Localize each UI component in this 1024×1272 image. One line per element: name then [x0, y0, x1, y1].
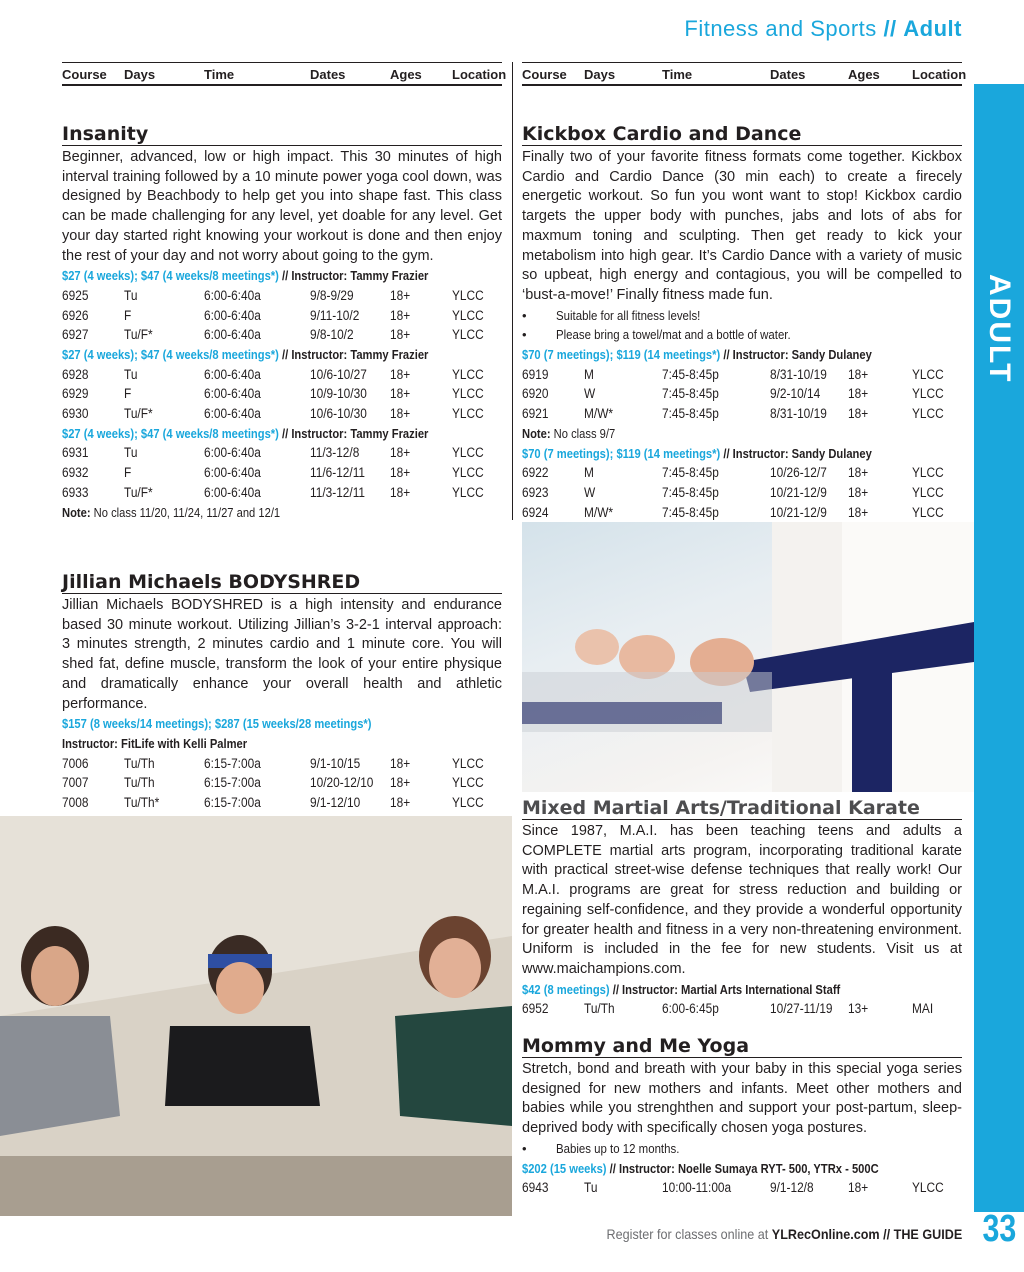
time: 7:45-8:45p	[662, 504, 719, 520]
time: 6:00-6:40a	[204, 406, 261, 422]
course-number: 6926	[62, 307, 89, 323]
dates: 10/27-11/19	[770, 1001, 833, 1017]
col-dates: Dates	[770, 67, 806, 82]
time: 6:00-6:40a	[204, 386, 261, 402]
ages: 18+	[848, 1180, 869, 1196]
ages: 18+	[390, 386, 411, 402]
days: W	[584, 484, 596, 500]
ages: 18+	[390, 366, 411, 382]
dates: 9/1-12/10	[310, 795, 361, 810]
time: 6:15-7:00a	[204, 775, 261, 791]
time: 6:00-6:40a	[204, 465, 261, 481]
days: Tu	[124, 366, 138, 382]
ages: 18+	[848, 484, 869, 500]
days: Tu	[584, 1180, 598, 1196]
location: YLCC	[452, 445, 484, 461]
dates: 10/6-10/27	[310, 366, 367, 382]
ages: 18+	[390, 465, 411, 481]
dates: 8/31-10/19	[770, 366, 827, 382]
days: Tu/F*	[124, 484, 153, 500]
course-insanity	[62, 123, 502, 522]
days: M/W*	[584, 504, 614, 520]
time: 10:00-11:00a	[662, 1180, 732, 1196]
time: 6:00-6:40a	[204, 287, 261, 303]
location: YLCC	[912, 484, 944, 500]
schedule-row	[62, 793, 502, 813]
days: Tu/Th	[124, 755, 155, 771]
dates: 9/11-10/2	[310, 307, 360, 323]
bullet-item: • Suitable for all fitness levels!	[522, 306, 962, 326]
dates: 9/1-10/15	[310, 755, 361, 771]
course-number: 6952	[522, 1001, 549, 1017]
ages: 18+	[848, 366, 869, 382]
time: 6:15-7:00a	[204, 795, 261, 810]
time: 6:00-6:40a	[204, 366, 261, 382]
header-separator: //	[883, 16, 897, 41]
footer-text: Register for classes online at YLRecOnline.com // THE GUIDE	[606, 1226, 962, 1242]
time: 6:00-6:40a	[204, 484, 261, 500]
course-title: Mixed Martial Arts/Traditional Karate	[522, 797, 962, 820]
header-section: Fitness and Sports	[684, 16, 877, 41]
schedule-row	[62, 384, 502, 404]
dates: 9/1-12/8	[770, 1180, 814, 1196]
course-title: Kickbox Cardio and Dance	[522, 123, 962, 146]
ages: 18+	[390, 327, 411, 343]
course-price-line: $202 (15 weeks) // Instructor: Noelle Sumaya RYT- 500, YTRx - 500C	[522, 1160, 879, 1176]
ages: 18+	[390, 484, 411, 500]
days: Tu/Th*	[124, 795, 160, 810]
days: M/W*	[584, 406, 614, 422]
side-tab-label: ADULT	[983, 274, 1016, 384]
location: YLCC	[452, 775, 484, 791]
course-note: Note: No class 9/7	[522, 425, 616, 441]
course-price: $157 (8 weeks/14 meetings); $287 (15 weeks/28 meetings*)	[62, 716, 372, 732]
schedule-row	[62, 773, 502, 793]
course-price-line: $70 (7 meetings); $119 (14 meetings*) // Instructor: Sandy Dulaney	[522, 445, 872, 461]
course-number: 6924	[522, 504, 549, 520]
col-time: Time	[662, 67, 693, 82]
schedule-row	[522, 365, 962, 385]
location: YLCC	[452, 484, 484, 500]
course-number: 6931	[62, 445, 89, 461]
time: 7:45-8:45p	[662, 406, 719, 422]
course-price-line: $70 (7 meetings); $119 (14 meetings*) // Instructor: Sandy Dulaney	[522, 347, 872, 363]
ages: 18+	[848, 504, 869, 520]
karate-photo	[522, 522, 974, 792]
course-number: 6928	[62, 366, 89, 382]
location: YLCC	[912, 504, 944, 520]
course-title: Mommy and Me Yoga	[522, 1035, 962, 1058]
course-number: 6920	[522, 386, 549, 402]
column-header-left	[62, 62, 507, 86]
course-number: 6919	[522, 366, 549, 382]
course-number: 6943	[522, 1180, 549, 1196]
column-header-right	[522, 62, 967, 86]
days: M	[584, 465, 594, 481]
schedule-row	[522, 503, 962, 523]
course-description: Beginner, advanced, low or high impact. This 30 minutes of high interval training followed by a 10 minute power yoga cool down, was designed by Beachbody to help get you into shape fast. This class can be made challenging for any level, yet doable for any level. Get your day started right knowing your workout is done and then enjoy the rest of your day and not worry about going to the gym.	[62, 149, 502, 264]
ages: 18+	[390, 795, 411, 810]
dates: 9/2-10/14	[770, 386, 821, 402]
ages: 18+	[848, 465, 869, 481]
course-number: 7007	[62, 775, 89, 791]
column-divider	[512, 62, 513, 520]
col-course: Course	[62, 67, 107, 82]
days: Tu	[124, 287, 138, 303]
course-instructor: Instructor: FitLife with Kelli Palmer	[62, 735, 248, 751]
location: MAI	[912, 1001, 934, 1017]
location: YLCC	[452, 795, 484, 810]
schedule-row	[522, 999, 962, 1019]
dates: 11/6-12/11	[310, 465, 366, 481]
ages: 18+	[848, 386, 869, 402]
dates: 11/3-12/11	[310, 484, 366, 500]
col-days: Days	[584, 67, 616, 82]
bullet-item: • Babies up to 12 months.	[522, 1139, 962, 1159]
course-price-line: $27 (4 weeks); $47 (4 weeks/8 meetings*) // Instructor: Tammy Frazier	[62, 346, 429, 362]
time: 7:45-8:45p	[662, 484, 719, 500]
course-number: 6930	[62, 406, 89, 422]
course-price-line: $27 (4 weeks); $47 (4 weeks/8 meetings*) // Instructor: Tammy Frazier	[62, 268, 429, 284]
location: YLCC	[452, 465, 484, 481]
course-number: 7008	[62, 795, 89, 810]
page-header	[684, 16, 962, 42]
course-number: 6925	[62, 287, 89, 303]
schedule-row	[522, 483, 962, 503]
course-price-line: $42 (8 meetings) // Instructor: Martial Arts International Staff	[522, 981, 841, 997]
time: 7:45-8:45p	[662, 465, 719, 481]
course-number: 6921	[522, 406, 549, 422]
dates: 10/6-10/30	[310, 406, 367, 422]
location: YLCC	[452, 366, 484, 382]
page-number: 33	[982, 1208, 1016, 1250]
course-number: 6922	[522, 465, 549, 481]
schedule-row	[522, 1178, 962, 1198]
col-location: Location	[912, 67, 967, 82]
location: YLCC	[452, 386, 484, 402]
course-price-line: $27 (4 weeks); $47 (4 weeks/8 meetings*) // Instructor: Tammy Frazier	[62, 425, 429, 441]
course-description: Jillian Michaels BODYSHRED is a high intensity and endurance based 30 minute workout. Utilizing Jillian’s 3-2-1 interval approach: 3 minutes strength, 2 minutes cardio and 1 minute core. You will shed fat, define muscle, transform the look of your entire physique and dramatically enhance your overall health and athletic performance.	[62, 597, 502, 712]
schedule-row	[62, 754, 502, 774]
course-number: 6929	[62, 386, 89, 402]
course-number: 7006	[62, 755, 89, 771]
ages: 18+	[390, 307, 411, 323]
schedule-row	[62, 286, 502, 306]
course-title: Insanity	[62, 123, 502, 146]
course-description: Finally two of your favorite fitness formats come together. Kickbox Cardio and Cardio Dance (30 min each) to create a firecely energetic workout. So fun you wont want to stop! Kickbox cardio targets the upper body with punches, jabs and lots of abs for maxmum toning and sculpting. Then get ready to kick your metabolism into high gear. It’s Cardio Dance with a variety of music so upbeat, high energy and contagious, you will be compelled to ‘bust-a-move!’ Finally fitness made fun.	[522, 149, 962, 303]
dates: 11/3-12/8	[310, 445, 360, 461]
location: YLCC	[452, 755, 484, 771]
schedule-row	[62, 483, 502, 503]
col-time: Time	[204, 67, 235, 82]
schedule-row	[62, 443, 502, 463]
days: Tu/F*	[124, 406, 153, 422]
days: Tu/Th	[124, 775, 155, 791]
col-days: Days	[124, 67, 156, 82]
schedule-row	[62, 306, 502, 326]
time: 6:00-6:40a	[204, 307, 261, 323]
dates: 10/20-12/10	[310, 775, 374, 791]
time: 6:00-6:45p	[662, 1001, 719, 1017]
footer-site-link[interactable]: YLRecOnline.com	[771, 1226, 880, 1242]
time: 6:00-6:40a	[204, 327, 261, 343]
course-description: Stretch, bond and breath with your baby in this special yoga series designed for new mothers and infants. Meet other mothers and babies while you strenghthen and support your post-partum, sleep-deprived body with specifically chosen yoga postures.	[522, 1061, 962, 1137]
location: YLCC	[452, 327, 484, 343]
dates: 8/31-10/19	[770, 406, 827, 422]
course-kickbox	[522, 123, 962, 522]
col-ages: Ages	[848, 67, 880, 82]
col-course: Course	[522, 67, 567, 82]
col-ages: Ages	[390, 67, 422, 82]
location: YLCC	[452, 287, 484, 303]
course-mommy-yoga	[522, 1035, 962, 1198]
schedule-row	[62, 404, 502, 424]
dates: 9/8-9/29	[310, 287, 354, 303]
location: YLCC	[912, 406, 944, 422]
course-title: Jillian Michaels BODYSHRED	[62, 571, 502, 594]
dates: 10/21-12/9	[770, 484, 827, 500]
col-location: Location	[452, 67, 507, 82]
location: YLCC	[912, 465, 944, 481]
course-description: Since 1987, M.A.I. has been teaching teens and adults a COMPLETE martial arts program, incorporating traditional karate with practical street-wise defense techniques that really work! Our M.A.I. programs are great for stress reduction and building or regaining self-confidence, and they provide a wonderful opportunity for greater health and fitness in a very non-threatening environment. Uniform is included in the fee for new students. Visit us at www.maichampions.com.	[522, 823, 962, 977]
ages: 13+	[848, 1001, 869, 1017]
ages: 18+	[848, 406, 869, 422]
bullet-item: • Please bring a towel/mat and a bottle of water.	[522, 325, 962, 345]
schedule-row	[522, 463, 962, 483]
course-jillian-bodyshred	[62, 571, 502, 832]
location: YLCC	[912, 1180, 944, 1196]
location: YLCC	[452, 307, 484, 323]
location: YLCC	[912, 366, 944, 382]
ages: 18+	[390, 775, 411, 791]
ages: 18+	[390, 287, 411, 303]
days: M	[584, 366, 594, 382]
schedule-row	[522, 384, 962, 404]
time: 6:00-6:40a	[204, 445, 261, 461]
side-tab	[974, 84, 1024, 1212]
days: Tu	[124, 445, 138, 461]
col-dates: Dates	[310, 67, 346, 82]
course-number: 6932	[62, 465, 89, 481]
dates: 9/8-10/2	[310, 327, 354, 343]
dates: 10/26-12/7	[770, 465, 827, 481]
schedule-row	[62, 325, 502, 345]
location: YLCC	[452, 406, 484, 422]
days: Tu/Th	[584, 1001, 615, 1017]
days: Tu/F*	[124, 327, 153, 343]
dates: 10/9-10/30	[310, 386, 367, 402]
time: 7:45-8:45p	[662, 386, 719, 402]
ages: 18+	[390, 406, 411, 422]
schedule-row	[522, 404, 962, 424]
schedule-row	[62, 463, 502, 483]
course-number: 6927	[62, 327, 89, 343]
days: F	[124, 465, 132, 481]
dates: 10/21-12/9	[770, 504, 827, 520]
ages: 18+	[390, 755, 411, 771]
time: 6:15-7:00a	[204, 755, 261, 771]
days: W	[584, 386, 596, 402]
course-note: Note: No class 11/20, 11/24, 11/27 and 12/1	[62, 504, 281, 520]
pushup-photo	[0, 816, 512, 1216]
course-number: 6923	[522, 484, 549, 500]
schedule-row	[62, 365, 502, 385]
days: F	[124, 386, 132, 402]
location: YLCC	[912, 386, 944, 402]
header-category: Adult	[903, 16, 962, 41]
ages: 18+	[390, 445, 411, 461]
course-mma	[522, 797, 962, 1019]
days: F	[124, 307, 132, 323]
time: 7:45-8:45p	[662, 366, 719, 382]
course-number: 6933	[62, 484, 89, 500]
